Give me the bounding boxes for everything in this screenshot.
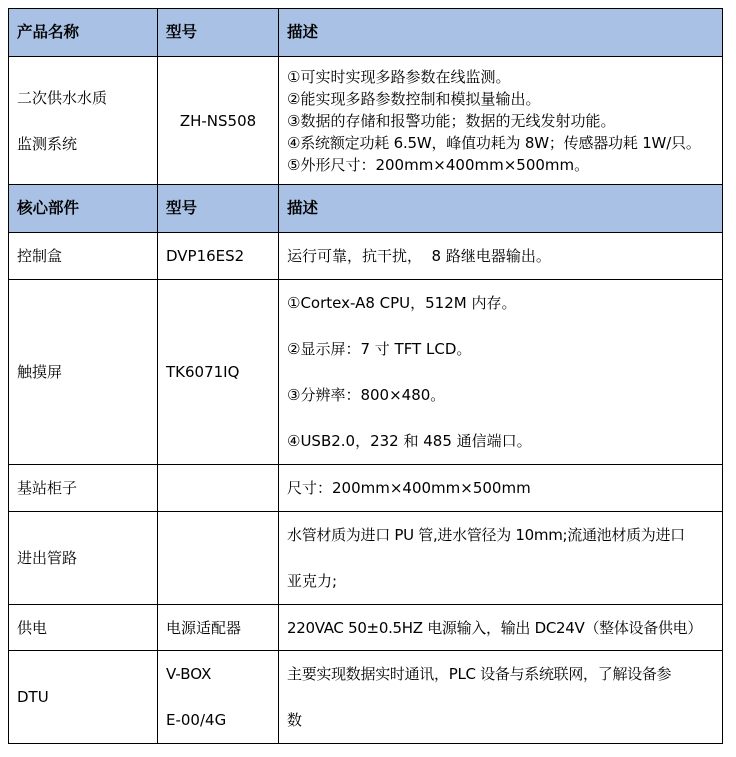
product-desc-line: ③数据的存储和报警功能；数据的无线发射功能。 [287,111,616,130]
table-row [9,233,723,280]
desc-cell: 运行可靠，抗干扰， 8 路继电器输出。 [279,233,723,280]
model-cell [158,651,279,744]
desc-line: ③分辨率：800×480。 [287,386,446,404]
header-model: 型号 [158,185,279,233]
table-row [9,512,723,605]
header-product-name: 产品名称 [9,9,158,57]
model-line: E-00/4G [166,711,227,729]
desc-line: 亚克力; [287,572,338,590]
desc-cell [279,512,723,605]
product-desc-line: ①可实时实现多路参数在线监测。 [287,67,511,86]
header-description: 描述 [279,185,723,233]
product-desc-line: ⑤外形尺寸：200mm×400mm×500mm。 [287,155,590,174]
desc-cell [279,651,723,744]
desc-line: 水管材质为进口 PU 管,进水管径为 10mm;流通池材质为进口 [287,526,685,544]
model-line: V-BOX [166,665,212,683]
header-model: 型号 [158,9,279,57]
desc-line: ①Cortex-A8 CPU，512M 内存。 [287,294,517,312]
product-name-line1: 二次供水水质 [17,88,108,107]
table-row-product [9,57,723,185]
part-cell: 进出管路 [9,512,158,605]
product-model-cell: ZH-NS508 [158,57,279,185]
product-desc-cell [279,57,723,185]
table-row [9,280,723,465]
desc-cell: 尺寸：200mm×400mm×500mm [279,465,723,512]
product-name-cell [9,57,158,185]
model-cell [158,465,279,512]
part-cell: 触摸屏 [9,280,158,465]
model-cell: DVP16ES2 [158,233,279,280]
header-description: 描述 [279,9,723,57]
table-row [9,465,723,512]
spec-table [8,8,723,744]
part-cell: 控制盒 [9,233,158,280]
table-row [9,605,723,651]
model-cell: 电源适配器 [158,605,279,651]
desc-cell [279,280,723,465]
model-cell [158,512,279,605]
product-desc-line: ④系统额定功耗 6.5W，峰值功耗为 8W；传感器功耗 1W/只。 [287,133,701,152]
header-core-part: 核心部件 [9,185,158,233]
table-header-row [9,185,723,233]
part-cell: 供电 [9,605,158,651]
desc-line: 主要实现数据实时通讯，PLC 设备与系统联网，了解设备参 [287,665,672,683]
table-row [9,651,723,744]
product-desc-line: ②能实现多路参数控制和模拟量输出。 [287,89,541,108]
desc-line: 数 [287,711,303,729]
desc-cell: 220VAC 50±0.5HZ 电源输入，输出 DC24V（整体设备供电） [279,605,723,651]
desc-line: ②显示屏：7 寸 TFT LCD。 [287,340,472,358]
model-cell: TK6071IQ [158,280,279,465]
part-cell: 基站柜子 [9,465,158,512]
desc-line: ④USB2.0，232 和 485 通信端口。 [287,432,532,450]
product-name-line2: 监测系统 [17,134,78,153]
table-header-row [9,9,723,57]
part-cell: DTU [9,651,158,744]
